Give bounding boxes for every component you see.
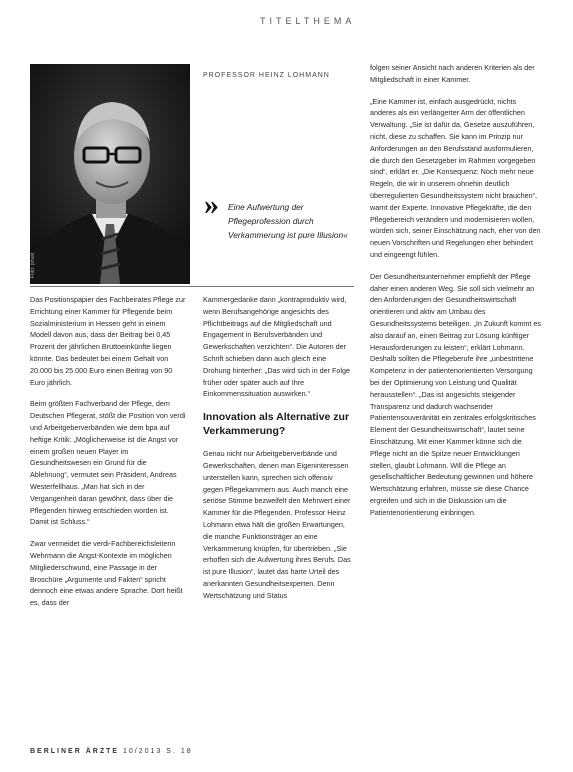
divider-line — [30, 286, 354, 287]
paragraph: folgen seiner Ansicht nach anderen Kriterien als der Mitgliedschaft in einer Kammer. — [370, 63, 535, 84]
paragraph: Zwar vermeidet die verdi-Fachbereichsleiterin Wehrmann die Angst-Kontexte im möglichen Mitgliederschwund, eine Passage in der Broschüre „Argumente und Fakten“ spricht dennoch eine etwas andere Sprache. Dort heißt es, dass der — [30, 539, 183, 608]
page-footer — [30, 748, 193, 755]
pull-quote: Eine Aufwertung der Pflegeprofession durch Verkammerung ist pure Illusion« — [228, 202, 348, 240]
paragraph: „Eine Kammer ist, einfach ausgedrückt, nichts anderes als ein verlängerter Arm der öffentlichen Verwaltung. „Sie ist dafür da, Gesetze auszuführen, nicht, diese zu schaffen. Sie kann im Prinzip nur Anforderungen an den Berufsstand ausformulieren, die durch den Gesetzgeber im Rahmen vorgegeben sind“, erklärt er. „Die Konsequenz: Noch mehr neue Regeln, die wir in unserem ohnehin deutlich überregulierten Gesundheitssystem nicht brauchen“, warnt der Experte. Innovative Pflegekräfte, die den Pflegebereich verändern und modernisieren wollen, würden sich, seiner Einschätzung nach, eher von den neuen Vorschriften und Regelungen eher behindert und eingeengt fühlen. — [370, 96, 541, 259]
portrait-photo — [30, 64, 190, 284]
paragraph: Der Gesundheitsunternehmer empfiehlt der Pflege daher einen anderen Weg. Sie soll sich vielmehr an den Anforderungen der Gesundheitswirtschaft orientieren und aktiv am Umbau des Gesundheitssystems beteiligen. „In Zukunft kommt es also darauf an, einen Beitrag zur Lösung künftiger Herausforderungen zu leisten“, erklärt Lohmann. Deshalb sollten die Pflegeberufe ihre „unbestrittene Kompetenz in der patientenorientierten Versorgung bei der Optimierung von Leistung und Qualität herausstellen“. „Das ist angesichts steigender Transparenz und dadurch wachsender Patientensouveränität ein zentrales erfolgskritisches Element der Gesundheitswirtschaft“, lautet seine Einschätzung. Mit einer Kammer könne sich die Pflege nicht an die Spitze neuer Entwicklungen stellen, glaubt Lohmann. Will die Pflege an gesellschaftlicher Bedeutung gewinnen und höhere Wertschätzung erfahren, müsse sie diese Chance ergreifen und sich in die Diskussion um die Patientenorientierung einbringen. — [370, 271, 541, 517]
magazine-name: BERLINER ÄRZTE — [30, 748, 120, 755]
quote-mark: » — [204, 188, 219, 221]
text-column-1 — [30, 294, 186, 619]
subheading: Innovation als Alternative zur Verkammerung? — [203, 411, 350, 438]
portrait-illustration — [30, 64, 190, 284]
text-column-3 — [370, 62, 544, 528]
byline: PROFESSOR HEINZ LOHMANN — [203, 72, 330, 79]
paragraph: Kammergedanke dann „kontraproduktiv wird, wenn Berufsangehörige angesichts des Pflichtbeitrags auf die Mitgliedschaft und Engagement in Berufsverbänden und Gewerkschaften verzichten“. Die Autoren der Schrift schieben dann auch gleich eine Drohung hinterher: „Das wird sich in der Folge früher oder später auch auf Ihre Einkommenssituation auswirken.“ — [203, 295, 351, 399]
text-column-2 — [203, 294, 353, 612]
photo-credit: Foto: privat — [30, 252, 36, 278]
issue-info: 10/2013 S. 18 — [123, 748, 193, 755]
paragraph: Genau nicht nur Arbeitgeberverbände und Gewerkschaften, denen man Eigeninteressen unterstellen kann, sprechen sich offensiv gegen Pflegekammern aus. Auch manch eine seriöse Stimme bezweifelt den Mehrwert einer Kammer für die Pflegenden. Professor Heinz Lohmann etwa hält die großen Erwartungen, die manche Funktionsträger an eine Verkammerung knüpfen, für übertrieben. „Sie erhoffen sich die Aufwertung ihres Berufs. Das ist pure Illusion“, lautet das harte Urteil des anerkannten Gesundheitsexperten. Denn Wertschätzung und Status — [203, 449, 351, 600]
paragraph: Beim größten Fachverband der Pflege, dem Deutschen Pflegerat, stößt die Position von verdi und Arbeitgeberverbänden wie dem bpa auf heftige Kritik: „Möglicherweise ist die Angst vor einem großen neuen Player im Gesundheitswesen ein Grund für die Ablehnung“, vermutet sein Präsident, Andreas Westerfellhaus. „Man hat sich in der Vergangenheit daran gewöhnt, dass über die Pflegenden hinweg entschieden worden ist. Damit ist Schluss.“ — [30, 399, 186, 527]
section-header: TITELTHEMA — [260, 16, 356, 26]
paragraph: Das Positionspapier des Fachbeirates Pflege zur Errichtung einer Kammer für Pflegende beim Sozialministerium in Hessen geht in einem Modell davon aus, dass der Beitrag bei 0,45 Prozent der jährlichen Bruttoeinkünfte liegen könnte. Das bedeutet bei einem Gehalt von 20.000 bis 25.000 Euro einen Beitrag von 90 Euro jährlich. — [30, 295, 186, 387]
